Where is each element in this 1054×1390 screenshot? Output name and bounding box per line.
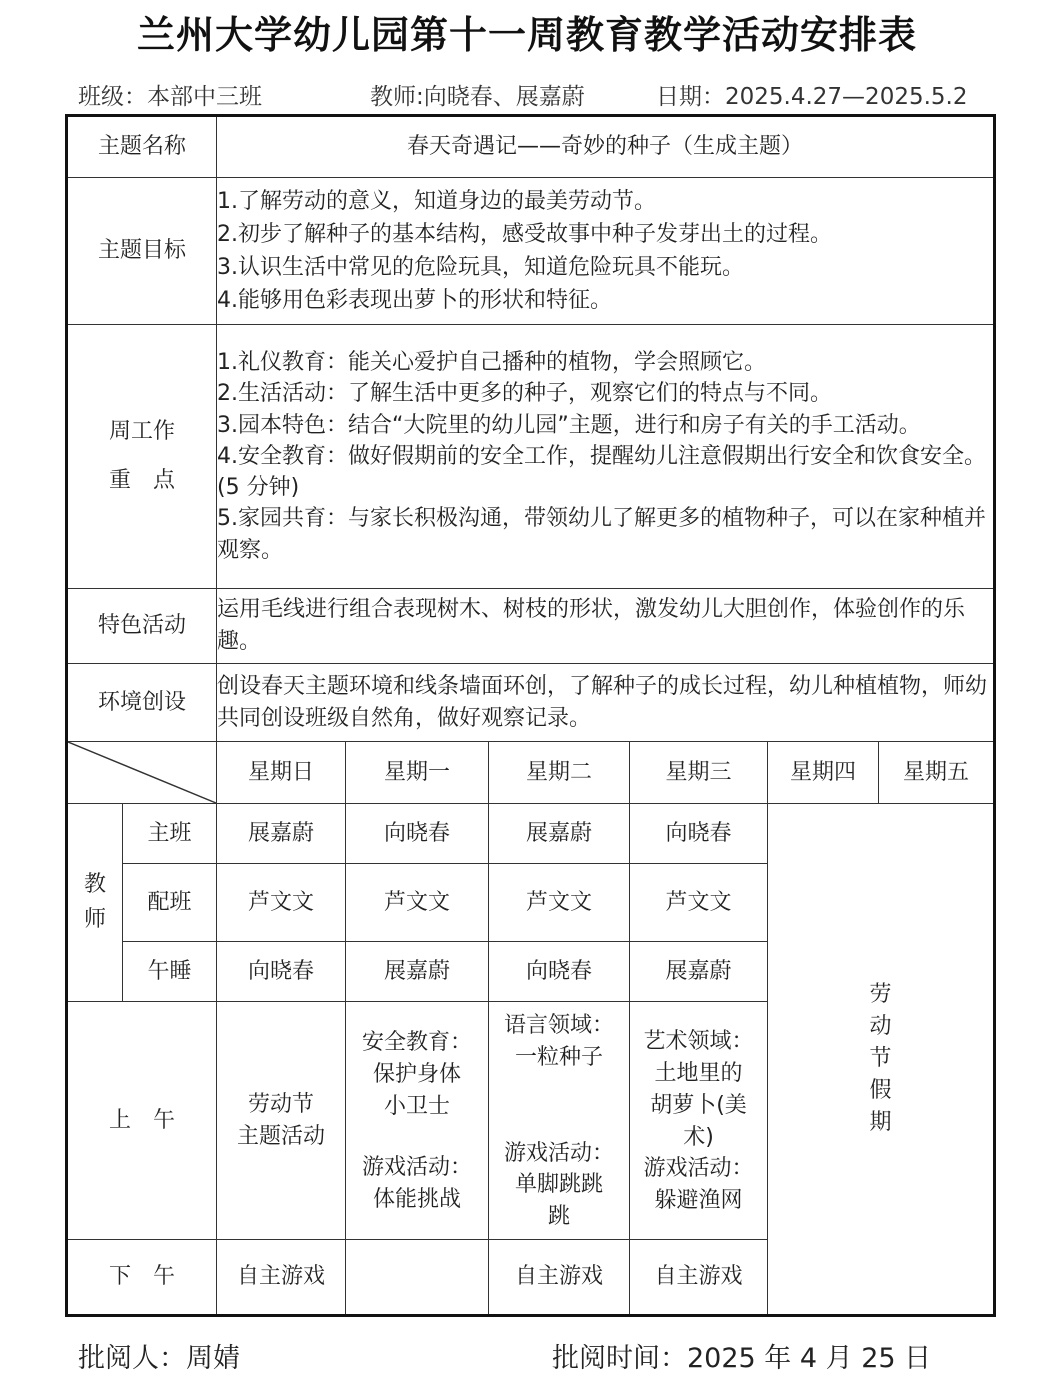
- focus-label-line2: 重 点: [109, 467, 176, 493]
- morning-wed-line: 土地里的: [654, 1060, 743, 1086]
- morning-mon-line: 小卫士: [384, 1093, 451, 1119]
- environment-label: 环境创设: [67, 664, 217, 742]
- focus-item: 1.礼仪教育：能关心爱护自己播种的植物，学会照顾它。: [217, 350, 767, 376]
- focus-item: 4.安全教育：做好假期前的安全工作，提醒幼儿注意假期出行安全和饮食安全。(5 分钟): [217, 443, 987, 501]
- date-info: 日期：2025.4.27—2025.5.2: [656, 84, 968, 110]
- goal-item: 2.初步了解种子的基本结构，感受故事中种子发芽出土的过程。: [217, 222, 833, 247]
- days-header-row: [67, 742, 995, 804]
- nap-teacher-sun: 向晓春: [217, 942, 346, 1002]
- holiday-char: 劳: [869, 982, 892, 1008]
- assist-teacher-wed: 芦文文: [630, 864, 768, 942]
- teacher-group-line1: 教: [83, 872, 106, 898]
- nap-teacher-label: 午睡: [123, 942, 217, 1002]
- morning-mon: [346, 1002, 489, 1240]
- afternoon-wed: 自主游戏: [630, 1240, 768, 1316]
- assist-teacher-tue: 芦文文: [489, 864, 630, 942]
- special-label: 特色活动: [67, 589, 217, 664]
- morning-tue-line: 单脚跳跳: [515, 1172, 604, 1198]
- page-title: 兰州大学幼儿园第十一周教育教学活动安排表: [136, 13, 917, 57]
- focus-row: [67, 325, 995, 589]
- morning-wed-line: 术): [683, 1124, 714, 1150]
- day-header-fri: 星期五: [879, 742, 995, 804]
- morning-label: 上 午: [67, 1002, 217, 1240]
- goals-row: [67, 178, 995, 325]
- morning-mon-line: 游戏活动：: [362, 1155, 473, 1181]
- assist-teacher-sun: 芦文文: [217, 864, 346, 942]
- focus-list: [217, 325, 995, 589]
- morning-tue: [489, 1002, 630, 1240]
- morning-sun: [217, 1002, 346, 1240]
- schedule-table: [65, 114, 996, 1317]
- morning-tue-line: 一粒种子: [515, 1044, 604, 1070]
- morning-mon-line: 体能挑战: [373, 1187, 462, 1213]
- day-header-mon: 星期一: [346, 742, 489, 804]
- day-header-tue: 星期二: [489, 742, 630, 804]
- morning-wed-line: 游戏活动：: [643, 1156, 754, 1182]
- morning-tue-line: 语言领域：: [504, 1012, 615, 1038]
- focus-item: 2.生活活动：了解生活中更多的种子，观察它们的特点与不同。: [217, 381, 833, 407]
- afternoon-label: 下 午: [67, 1240, 217, 1316]
- teacher-group-label: [67, 804, 123, 1002]
- morning-sun-line: 主题活动: [237, 1123, 326, 1149]
- afternoon-sun: 自主游戏: [217, 1240, 346, 1316]
- day-header-sun: 星期日: [217, 742, 346, 804]
- afternoon-mon: [346, 1240, 489, 1316]
- assist-teacher-mon: 芦文文: [346, 864, 489, 942]
- diagonal-header-cell: [67, 742, 217, 804]
- morning-sun-line: 劳动节: [248, 1091, 315, 1117]
- day-header-thu: 星期四: [768, 742, 879, 804]
- goal-item: 3.认识生活中常见的危险玩具，知道危险玩具不能玩。: [217, 255, 745, 280]
- theme-value: 春天奇遇记——奇妙的种子（生成主题）: [217, 116, 995, 178]
- environment-row: [67, 664, 995, 742]
- theme-row: [67, 116, 995, 178]
- day-header-wed: 星期三: [630, 742, 768, 804]
- holiday-char: 假: [869, 1077, 892, 1103]
- main-teacher-wed: 向晓春: [630, 804, 768, 864]
- morning-tue-line: 跳: [548, 1204, 571, 1230]
- main-teacher-sun: 展嘉蔚: [217, 804, 346, 864]
- holiday-char: 动: [869, 1014, 892, 1040]
- morning-wed: [630, 1002, 768, 1240]
- main-teacher-mon: 向晓春: [346, 804, 489, 864]
- morning-wed-line: 躲避渔网: [654, 1188, 743, 1214]
- labor-day-holiday-cell: [768, 804, 995, 1316]
- diagonal-line-icon: [68, 742, 216, 803]
- special-row: [67, 589, 995, 664]
- goal-item: 1.了解劳动的意义，知道身边的最美劳动节。: [217, 189, 657, 214]
- goals-label: 主题目标: [67, 178, 217, 325]
- morning-wed-line: 胡萝卜(美: [650, 1092, 747, 1118]
- holiday-char: 期: [869, 1109, 892, 1135]
- morning-wed-line: 艺术领域：: [643, 1028, 754, 1054]
- class-info: 班级：本部中三班: [78, 84, 262, 110]
- review-time: 批阅时间：2025 年 4 月 25 日: [552, 1343, 932, 1374]
- nap-teacher-tue: 向晓春: [489, 942, 630, 1002]
- main-teacher-label: 主班: [123, 804, 217, 864]
- teacher-info: 教师:向晓春、展嘉蔚: [370, 84, 585, 110]
- morning-mon-line: 保护身体: [373, 1061, 462, 1087]
- special-value: 运用毛线进行组合表现树木、树枝的形状，激发幼儿大胆创作，体验创作的乐趣。: [217, 589, 995, 664]
- nap-teacher-wed: 展嘉蔚: [630, 942, 768, 1002]
- morning-tue-line: 游戏活动：: [504, 1140, 615, 1166]
- focus-label-line1: 周工作: [109, 419, 176, 445]
- environment-value: 创设春天主题环境和线条墙面环创，了解种子的成长过程，幼儿种植植物，师幼共同创设班级自然角，做好观察记录。: [217, 664, 995, 742]
- theme-label: 主题名称: [67, 116, 217, 178]
- focus-label: [67, 325, 217, 589]
- reviewer: 批阅人：周婧: [78, 1343, 240, 1374]
- afternoon-tue: 自主游戏: [489, 1240, 630, 1316]
- focus-item: 5.家园共育：与家长积极沟通，带领幼儿了解更多的植物种子，可以在家种植并观察。: [217, 506, 987, 563]
- focus-item: 3.园本特色：结合“大院里的幼儿园”主题，进行和房子有关的手工活动。: [217, 412, 921, 438]
- nap-teacher-mon: 展嘉蔚: [346, 942, 489, 1002]
- main-teacher-tue: 展嘉蔚: [489, 804, 630, 864]
- morning-mon-line: 安全教育：: [362, 1029, 473, 1055]
- holiday-char: 节: [869, 1046, 892, 1072]
- main-teacher-row: [67, 804, 995, 864]
- goals-list: [217, 178, 995, 325]
- teacher-group-line2: 师: [83, 906, 106, 932]
- goal-item: 4.能够用色彩表现出萝卜的形状和特征。: [217, 288, 613, 313]
- assist-teacher-label: 配班: [123, 864, 217, 942]
